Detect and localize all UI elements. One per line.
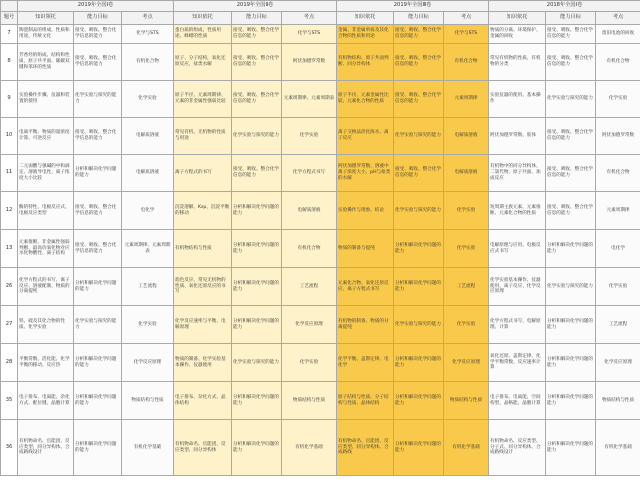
ability-cell: 接受、吸收、整合化学信息的能力 (74, 192, 122, 230)
knowledge-cell: 常见有机物的性质、有机物的分类 (489, 44, 546, 81)
knowledge-cell: 电解原理与应用、电极反应式书写 (489, 230, 546, 268)
knowledge-cell: 焰色反应、常见无机物的性质、氧化还原反应的书写 (174, 268, 232, 306)
question-number: 27 (1, 306, 18, 344)
ability-cell: 分析和解决化学问题的能力 (394, 344, 444, 382)
ability-cell: 分析和解决化学问题的能力 (74, 420, 122, 476)
knowledge-cell: 平衡常数、活化能、化学平衡的移动、反应热 (18, 344, 74, 382)
question-number: 8 (1, 44, 18, 81)
topic-cell: 电解质溶液 (122, 155, 174, 192)
topic-cell: 电解质溶液 (122, 118, 174, 155)
ability-cell: 接受、吸收、整合化学信息的能力 (74, 118, 122, 155)
knowledge-cell: 实验操作步骤、仪器和装置的使用 (18, 81, 74, 118)
topic-cell: 阿伏加德罗常数 (282, 44, 337, 81)
knowledge-cell: 酶的特性、电极反应式、电极反应类型 (18, 192, 74, 230)
ability-cell: 接受、吸收、整合化学信息的能力 (394, 44, 444, 81)
knowledge-cell: 有机物结构与性质 (174, 230, 232, 268)
knowledge-cell: 有机物的制备、物质的分离提纯 (337, 306, 394, 344)
ability-cell: 分析和解决化学问题的能力 (546, 306, 596, 344)
knowledge-cell: 阿伏加德罗常数、胶体 (489, 118, 546, 155)
column-header: 知识依托 (337, 12, 394, 25)
knowledge-cell: 物质的分离、环境保护、金属的回收 (489, 25, 546, 44)
table-row (1, 420, 640, 476)
topic-cell: 有机化合物 (122, 44, 174, 81)
topic-cell: 电化学 (596, 230, 640, 268)
ability-cell: 接受、吸收、整合化学信息的能力 (394, 81, 444, 118)
knowledge-cell: 物质的制备、化学实验基本操作、仪器使用 (174, 344, 232, 382)
topic-cell: 有机化合物 (282, 230, 337, 268)
ability-cell: 分析和解决化学问题的能力 (546, 230, 596, 268)
year-header: 2019年全国Ⅰ卷 (18, 1, 174, 12)
knowledge-cell: 电子排布、电离能、空间构型、晶格能、晶胞计算 (489, 382, 546, 420)
topic-cell: 化学实验 (444, 192, 489, 230)
topic-cell: 化学反应原理 (596, 344, 640, 382)
ability-cell: 接受、吸收、整合化学信息的能力 (546, 155, 596, 192)
knowledge-cell: 短周期主族元素、元素推断、元素化合物的性质 (489, 192, 546, 230)
ability-cell: 化学实验与探究的能力 (394, 192, 444, 230)
topic-cell: 化学与STS (444, 25, 489, 44)
knowledge-cell: 化学平衡、盖斯定律、电化学 (337, 344, 394, 382)
topic-cell: 化学与STS (282, 25, 337, 44)
ability-cell: 接受、吸收、整合化学信息的能力 (394, 25, 444, 44)
ability-cell: 分析和解决化学问题的能力 (546, 382, 596, 420)
ability-cell: 分析和解决化学问题的能力 (232, 420, 282, 476)
topic-cell: 物质结构与性质 (282, 382, 337, 420)
ability-cell: 化学实验与探究的能力 (394, 118, 444, 155)
topic-cell: 化学反应原理 (444, 344, 489, 382)
topic-cell: 化学实验 (122, 81, 174, 118)
table-row (1, 81, 640, 118)
ability-cell: 接受、吸收、整合化学信息的能力 (394, 155, 444, 192)
question-number-header: 题号 (1, 12, 18, 25)
knowledge-cell: 二元弱酸与强碱的中和滴定、溶液导电性、离子浓度大小比较 (18, 155, 74, 192)
knowledge-cell: 有机物命名、反应类型、分子式、同分异构体、合成路线设计 (489, 420, 546, 476)
ability-cell: 化学实验与探究的能力 (74, 81, 122, 118)
topic-cell: 化学实验 (282, 118, 337, 155)
ability-cell: 分析和解决化学问题的能力 (74, 268, 122, 306)
question-number: 26 (1, 268, 18, 306)
ability-cell: 分析和解决化学问题的能力 (74, 344, 122, 382)
knowledge-cell: 元素推断、非金属性强弱判断、最高价氧化物对应水化物酸性、离子结构 (18, 230, 74, 268)
topic-cell: 电解质溶液 (444, 155, 489, 192)
ability-cell: 接受、吸收、整合化学信息的能力 (232, 44, 282, 81)
ability-cell: 接受、吸收、整合化学信息的能力 (74, 230, 122, 268)
column-header: 知识依托 (174, 12, 232, 25)
table-row (1, 306, 640, 344)
ability-cell: 化学实验与探究的能力 (546, 81, 596, 118)
knowledge-cell: 实验仪器的使用、基本操作 (489, 81, 546, 118)
ability-cell: 化学实验与探究的能力 (74, 306, 122, 344)
knowledge-cell: 电子排布、杂化方式、晶体结构 (174, 382, 232, 420)
table-row (1, 118, 640, 155)
question-number: 10 (1, 118, 18, 155)
knowledge-cell: 化学方程式书写、电解原理、计算 (489, 306, 546, 344)
ability-cell: 接受、吸收、整合化学信息的能力 (232, 25, 282, 44)
knowledge-cell: 化学反应速率与平衡、电解原理 (174, 306, 232, 344)
knowledge-cell: 离子交换法淡化海水、离子反应 (337, 118, 394, 155)
column-header-row (1, 12, 640, 25)
knowledge-cell: 化学实验基本操作、仪器使用、离子反应、化学反应原理 (489, 268, 546, 306)
topic-cell: 工艺流程 (596, 306, 640, 344)
knowledge-cell: 有机物中的同分异构体、二氯代物、原子共面、加成反应 (489, 155, 546, 192)
knowledge-cell: 铁、硫及其化合物的性质、化学实验 (18, 306, 74, 344)
question-number: 13 (1, 230, 18, 268)
ability-cell: 分析和解决化学问题的能力 (74, 155, 122, 192)
question-number: 11 (1, 155, 18, 192)
column-header: 知识领托 (18, 12, 74, 25)
ability-cell: 分析和解决化学问题的能力 (232, 268, 282, 306)
topic-cell: 废旧电池的回收 (596, 25, 640, 44)
topic-cell: 化学实验 (444, 306, 489, 344)
topic-cell: 工艺流程 (444, 268, 489, 306)
knowledge-cell: 原子、分子结构，氧化还原反应，盐类水解 (174, 44, 232, 81)
ability-cell: 接受、吸收、整合化学信息的能力 (232, 155, 282, 192)
ability-cell: 接受、吸收、整合化学信息的能力 (232, 81, 282, 118)
ability-cell: 分析和解决化学问题的能力 (546, 420, 596, 476)
ability-cell: 接受、吸收、整合化学信息的能力 (546, 192, 596, 230)
year-header: 2019年全国Ⅲ卷 (337, 1, 489, 12)
column-header: 能力目标 (74, 12, 122, 25)
question-number: 36 (1, 420, 18, 476)
topic-cell: 化学实验 (596, 81, 640, 118)
knowledge-cell: 金属、非金属单质及其化合物的性质和用途 (337, 25, 394, 44)
knowledge-cell: 电子排布、电离能、杂化方式、配位键、晶胞计算 (18, 382, 74, 420)
table-row (1, 155, 640, 192)
knowledge-cell: 元素化合物、氧化还原反应、离子方程式书写 (337, 268, 394, 306)
knowledge-cell: 实验操作与现象、结论 (337, 192, 394, 230)
topic-cell: 有机化学基础 (596, 420, 640, 476)
column-header: 知识依托 (489, 12, 546, 25)
topic-cell: 工艺流程 (122, 268, 174, 306)
topic-cell: 化学反应原理 (282, 306, 337, 344)
ability-cell: 接受、吸收、整合化学信息的能力 (546, 25, 596, 44)
topic-cell: 物质结构与性质 (444, 382, 489, 420)
column-header: 能力目标 (232, 12, 282, 25)
column-header: 考点 (596, 12, 640, 25)
knowledge-cell: 原子半径、元素周期律、元素的非金属性强弱比较 (174, 81, 232, 118)
knowledge-cell: 有机物命名、官能团、反应类型、同分异构体 (174, 420, 232, 476)
ability-cell: 分析和解决化学问题的能力 (394, 268, 444, 306)
table-row (1, 268, 640, 306)
topic-cell: 工艺流程 (282, 268, 337, 306)
ability-cell: 接受、吸收、整合化学信息的能力 (546, 44, 596, 81)
knowledge-cell: 常见有机、无机物的性质与用途 (174, 118, 232, 155)
ability-cell: 分析和解决化学问题的能力 (394, 382, 444, 420)
table-row (1, 44, 640, 81)
topic-cell: 有机化合物 (444, 44, 489, 81)
topic-cell: 阿伏加德罗常数 (596, 118, 640, 155)
ability-cell: 化学实验与探究的能力 (394, 306, 444, 344)
knowledge-cell: 有机物结构、原子共面判断、同分异构体 (337, 44, 394, 81)
topic-cell: 电解质溶液 (444, 118, 489, 155)
knowledge-cell: 电离平衡、物质的量浓度计算、可逆反应 (18, 118, 74, 155)
ability-cell: 分析和解决化学问题的能力 (394, 420, 444, 476)
ability-cell: 分析和解决化学问题的能力 (232, 306, 282, 344)
knowledge-cell: 原子半径、元素金属性比较、元素化合物的性质 (337, 81, 394, 118)
topic-cell: 有机化学基础 (444, 420, 489, 476)
year-header: 2018年全国Ⅰ卷 (489, 1, 640, 12)
ability-cell: 化学实验与探究的能力 (232, 344, 282, 382)
topic-cell: 化学实验 (122, 306, 174, 344)
knowledge-cell: 沉淀溶解、Ksp、沉淀平衡的移动 (174, 192, 232, 230)
topic-cell: 有机化合物 (596, 44, 640, 81)
table-body (1, 25, 640, 476)
topic-cell: 有机化学基础 (122, 420, 174, 476)
knowledge-cell: 阿伏加德罗常数、溶液中离子浓度大小、pH与盐类的水解 (337, 155, 394, 192)
ability-cell: 分析和解决化学问题的能力 (232, 230, 282, 268)
ability-cell: 接受、吸收、整合化学信息的能力 (546, 118, 596, 155)
topic-cell: 物质结构与性质 (596, 382, 640, 420)
topic-cell: 化学方程式书写 (282, 155, 337, 192)
knowledge-cell: 物质的制备与提纯 (337, 230, 394, 268)
table-row (1, 344, 640, 382)
knowledge-cell: 芳香烃的组成、结构和性质，原子共平面、碳碳双键和苯环的性质 (18, 44, 74, 81)
column-header: 能力目标 (394, 12, 444, 25)
question-number: 12 (1, 192, 18, 230)
topic-cell: 化学实验 (596, 268, 640, 306)
topic-cell: 电化学 (122, 192, 174, 230)
column-header: 考点 (122, 12, 174, 25)
knowledge-cell: 陶瓷制品的组成、性质和用途、传统文化 (18, 25, 74, 44)
topic-cell: 电解质溶液 (282, 192, 337, 230)
ability-cell: 分析和解决化学问题的能力 (546, 344, 596, 382)
ability-cell: 化学实验与探究的能力 (232, 118, 282, 155)
topic-cell: 化学反应原理 (122, 344, 174, 382)
table-row (1, 25, 640, 44)
knowledge-cell: 化学方程式的书写、离子反应、溶液配制、物质的分离提纯 (18, 268, 74, 306)
topic-cell: 元素周期律、元素周期表 (282, 81, 337, 118)
topic-cell: 化学与STS (122, 25, 174, 44)
knowledge-cell: 有机物命名、官能团、反应类型、同分异构体、合成路线 (337, 420, 394, 476)
year-header: 2019年全国Ⅱ卷 (174, 1, 337, 12)
topic-cell: 有机化合物 (596, 155, 640, 192)
ability-cell: 化学实验与探究的能力 (546, 268, 596, 306)
question-number: 35 (1, 382, 18, 420)
topic-cell: 物质结构与性质 (122, 382, 174, 420)
topic-cell: 元素周期律 (596, 192, 640, 230)
ability-cell: 接受、吸收、整合化学信息的能力 (74, 44, 122, 81)
table-row (1, 192, 640, 230)
table-row (1, 382, 640, 420)
ability-cell: 分析和解决化学问题的能力 (394, 230, 444, 268)
column-header: 考点 (282, 12, 337, 25)
ability-cell: 分析和解决化学问题的能力 (74, 382, 122, 420)
ability-cell: 接受、吸收、整合化学信息的能力 (74, 25, 122, 44)
topic-cell: 化学实验 (444, 230, 489, 268)
topic-cell: 化学实验 (282, 344, 337, 382)
column-header: 能力目标 (546, 12, 596, 25)
question-number: 7 (1, 25, 18, 44)
table-row (1, 230, 640, 268)
knowledge-cell: 原子结构与性质、分子结构与性质、晶体结构 (337, 382, 394, 420)
knowledge-cell: 有机物命名、官能团、反应类型、同分异构体、合成路线设计 (18, 420, 74, 476)
topic-cell: 元素周期律、元素周期表 (122, 230, 174, 268)
ability-cell: 分析和解决化学问题的能力 (232, 192, 282, 230)
topic-cell: 有机化学基础 (282, 420, 337, 476)
knowledge-cell: 蛋白质的组成、性质用途、蜂蜡的性质 (174, 25, 232, 44)
question-number: 9 (1, 81, 18, 118)
topic-cell: 元素周期律 (444, 81, 489, 118)
year-header-row (1, 1, 640, 12)
knowledge-cell: 离子方程式的书写 (174, 155, 232, 192)
ability-cell: 分析和解决化学问题的能力 (232, 382, 282, 420)
column-header: 考点 (444, 12, 489, 25)
question-number: 28 (1, 344, 18, 382)
knowledge-cell: 氧化还原、盖斯定律、化学平衡常数、反应速率计算 (489, 344, 546, 382)
